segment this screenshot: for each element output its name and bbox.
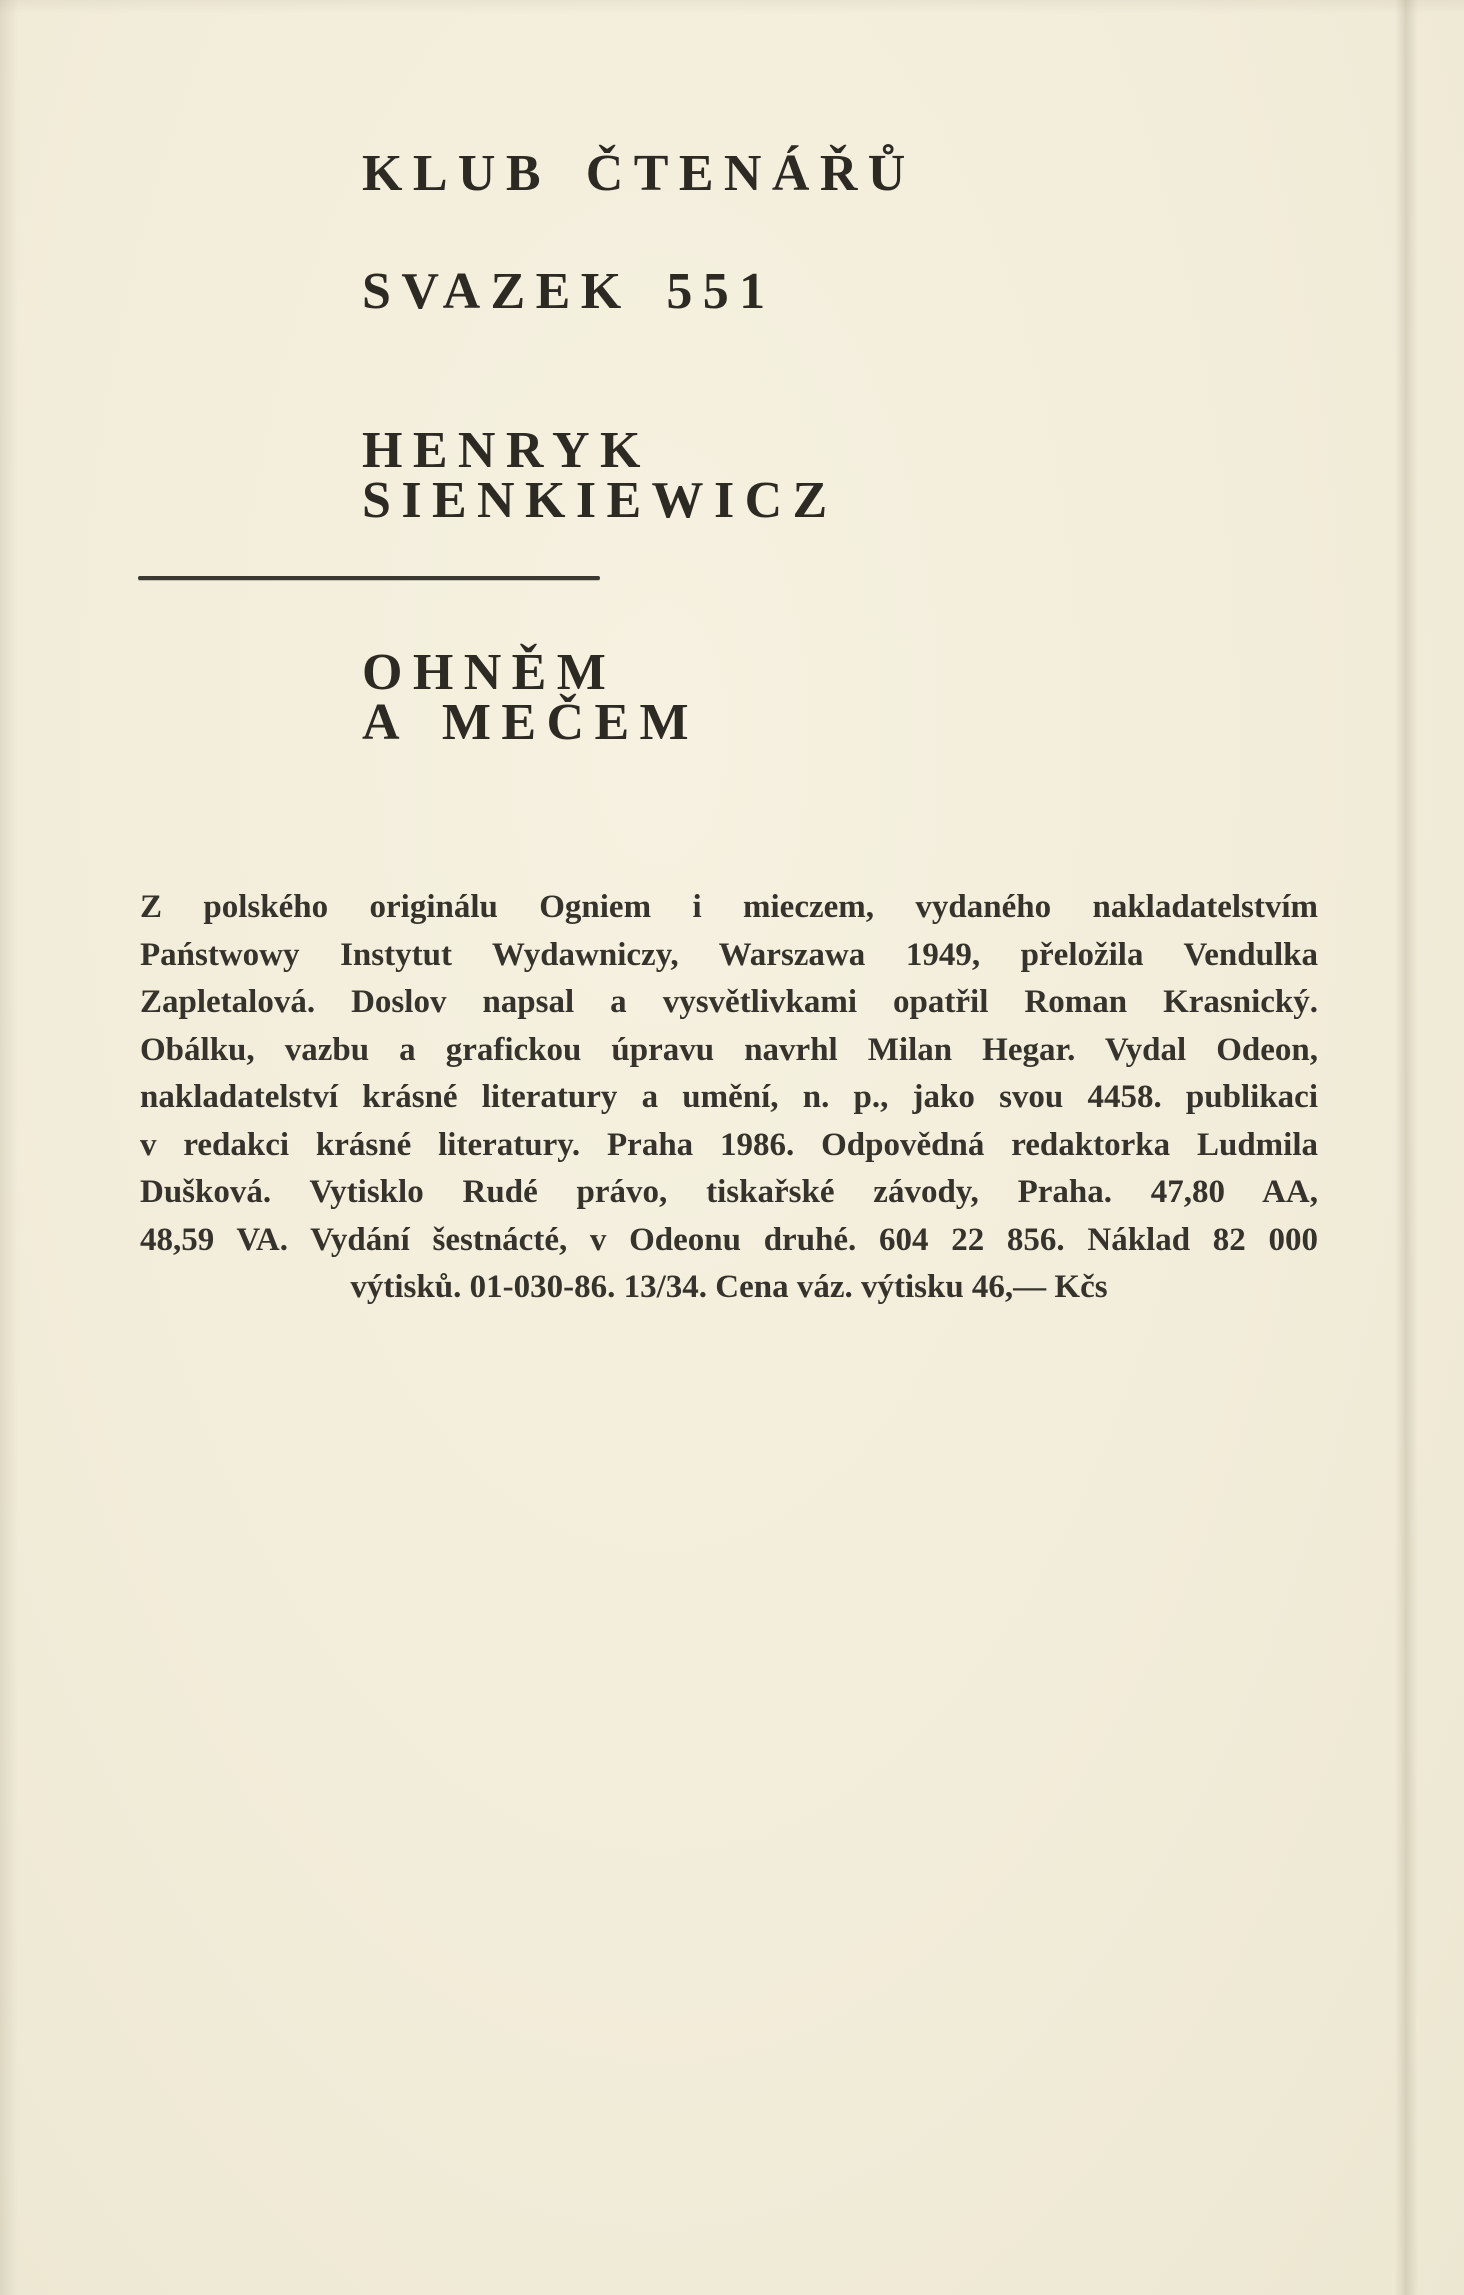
colophon-line: Z polského originálu Ogniem i mieczem, vydaného nakladatelstvím	[140, 889, 1318, 925]
colophon-line: Zapletalová. Doslov napsal a vysvětlivkami opatřil Roman Krasnický.	[140, 984, 1318, 1020]
colophon-line-last: výtisků. 01-030-86. 13/34. Cena váz. výtisku 46,— Kčs	[350, 1269, 1108, 1305]
colophon-line: Obálku, vazbu a grafickou úpravu navrhl Milan Hegar. Vydal Odeon,	[140, 1031, 1318, 1068]
author-line-1: HENRYK	[362, 422, 651, 479]
series-name: KLUB ČTENÁŘŮ	[362, 145, 916, 202]
book-title	[362, 644, 700, 751]
author-line-2: SIENKIEWICZ	[362, 472, 838, 529]
colophon-line: 48,59 VA. Vydání šestnácté, v Odeonu druhé. 604 22 856. Náklad 82 000	[140, 1221, 1318, 1258]
author-name	[362, 422, 838, 529]
title-line-2: A MEČEM	[362, 694, 700, 751]
colophon-line: Dušková. Vytisklo Rudé právo, tiskařské závody, Praha. 47,80 AA,	[140, 1174, 1318, 1210]
colophon-paragraph	[140, 884, 1318, 1312]
title-line-1: OHNĚM	[362, 644, 617, 701]
volume-number: SVAZEK 551	[362, 263, 776, 320]
colophon-line: v redakci krásné literatury. Praha 1986. Odpovědná redaktorka Ludmila	[140, 1126, 1318, 1163]
colophon-line: Państwowy Instytut Wydawniczy, Warszawa 1949, přeložila Vendulka	[140, 936, 1318, 973]
colophon-line: nakladatelství krásné literatury a umění, n. p., jako svou 4458. publikaci	[140, 1079, 1318, 1115]
divider-rule	[138, 576, 600, 580]
